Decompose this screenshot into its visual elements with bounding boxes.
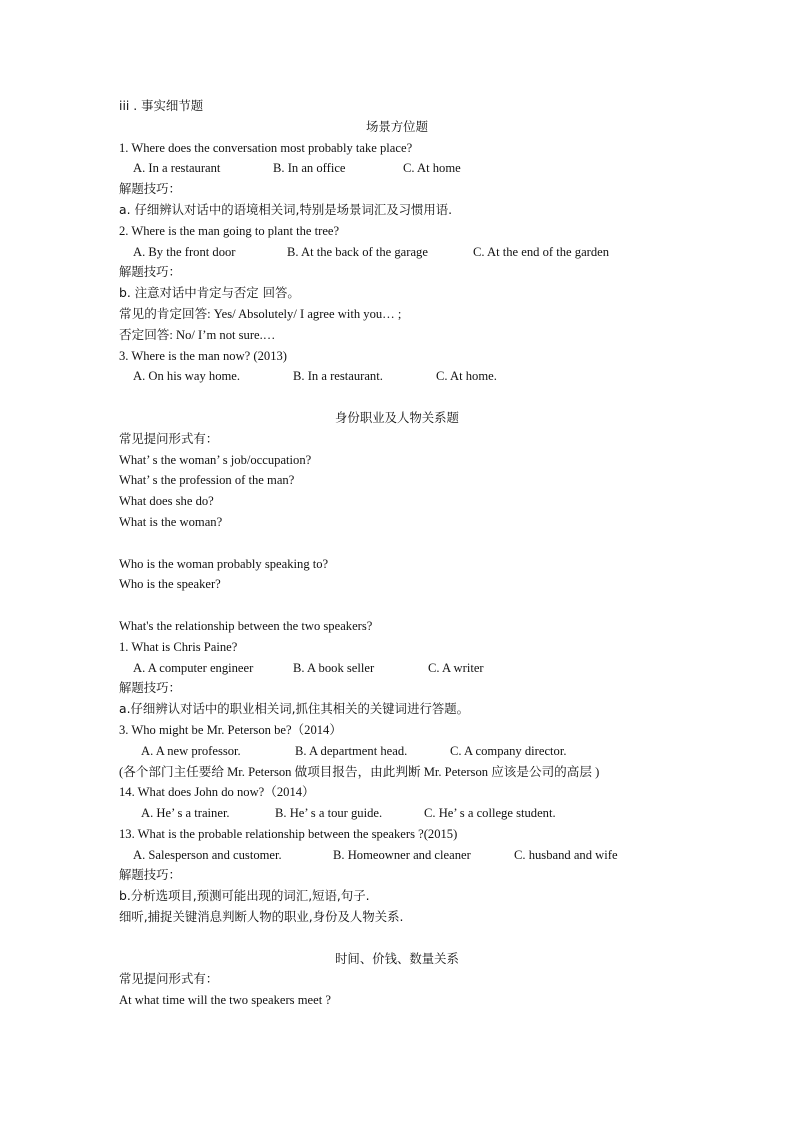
common-question: What is the woman? [119,514,223,529]
identity-q13-question: 13. What is the probable relationship between the speakers ?(2015) [119,826,458,841]
option-c: C. At home. [436,369,497,384]
negative-answers: 否定回答: No/ I’m not sure.… [119,327,276,342]
option-c: C. husband and wife [514,847,618,862]
common-questions-label: 常见提问形式有： [119,971,219,987]
option-c: C. At the end of the garden [473,244,610,259]
identity-q3-question: 3. Who might be Mr. Peterson be?（2014） [119,722,342,737]
option-a: A. He’ s a trainer. [141,806,230,821]
option-c: C. At home [403,161,461,176]
tip-text: a. 仔细辨认对话中的语境相关词,特别是场景词汇及习惯用语. [119,201,453,217]
option-a: A. On his way home. [133,369,241,384]
tip-label: 解题技巧： [119,264,181,280]
q3-explanation-note: (各个部门主任要给 Mr. Peterson 做项目报告，由此判断 Mr. Peterson 应该是公司的高层 ) [119,764,600,779]
section-heading: iii . 事实细节题 [119,98,204,113]
scene-q2-question: 2. Where is the man going to plant the tree? [119,223,340,238]
common-question: What’ s the profession of the man? [119,473,295,488]
option-a: A. In a restaurant [133,161,221,176]
common-question: Who is the woman probably speaking to? [119,556,329,571]
common-question: Who is the speaker? [119,577,221,592]
identity-q14-options [119,803,679,824]
tip-label: 解题技巧： [119,680,181,696]
option-a: A. Salesperson and customer. [133,847,282,862]
identity-q1-question: 1. What is Chris Paine? [119,639,238,654]
tip-text: b.分析选项目,预测可能出现的词汇,短语,句子. [119,888,370,904]
tip-text: b. 注意对话中肯定与否定 回答。 [119,285,300,301]
option-a: A. By the front door [133,244,236,259]
option-b: B. A department head. [295,743,408,758]
option-c: C. A writer [428,660,484,675]
identity-q1-options [119,658,679,679]
identity-q14-question: 14. What does John do now?（2014） [119,785,315,800]
scene-title: 场景方位题 [366,118,428,134]
option-c: C. A company director. [450,743,567,758]
option-b: B. He’ s a tour guide. [275,806,383,821]
identity-q3-options [119,741,679,762]
tip-text: 细听,捕捉关键消息判断人物的职业,身份及人物关系. [119,909,404,925]
scene-q2-options [119,242,679,263]
identity-q13-options [119,845,679,866]
scene-q1-options [119,158,679,179]
identity-title: 身份职业及人物关系题 [335,409,459,425]
time-q1-question: At what time will the two speakers meet ? [119,993,331,1008]
affirmative-answers: 常见的肯定回答: Yes/ Absolutely/ I agree with you… ; [119,306,402,321]
scene-q1-question: 1. Where does the conversation most probably take place? [119,140,413,155]
tip-label: 解题技巧： [119,181,181,197]
time-title: 时间、价钱、数量关系 [335,950,459,966]
option-b: B. A book seller [293,660,375,675]
option-a: A. A new professor. [141,743,241,758]
option-b: B. In an office [273,161,346,176]
common-question: What does she do? [119,494,214,509]
option-b: B. Homeowner and cleaner [333,847,471,862]
common-questions-label: 常见提问形式有： [119,430,219,446]
option-b: B. At the back of the garage [287,244,428,259]
common-question: What’ s the woman’ s job/occupation? [119,452,312,467]
scene-q3-options [119,366,679,387]
option-b: B. In a restaurant. [293,369,383,384]
option-a: A. A computer engineer [133,660,254,675]
tip-label: 解题技巧： [119,867,181,883]
scene-q3-question: 3. Where is the man now? (2013) [119,348,287,363]
tip-text: a.仔细辨认对话中的职业相关词,抓住其相关的关键词进行答题。 [119,701,470,717]
option-c: C. He’ s a college student. [424,806,556,821]
document-page [119,96,679,1011]
common-question: What's the relationship between the two speakers? [119,618,373,633]
